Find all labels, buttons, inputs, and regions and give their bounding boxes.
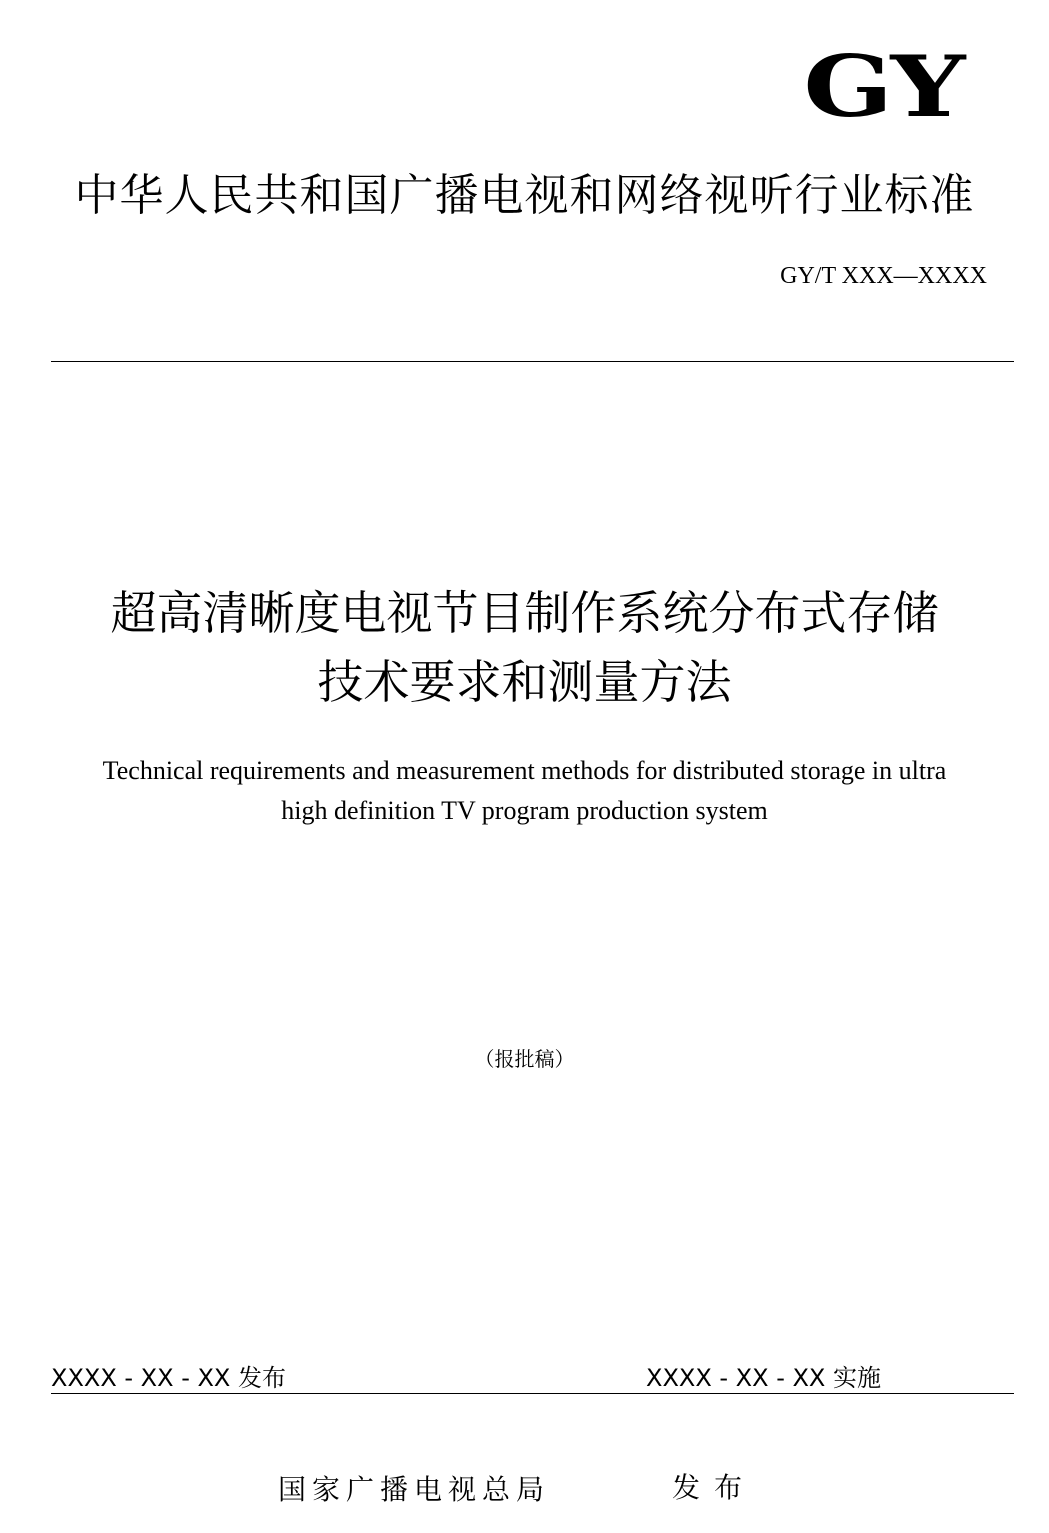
implementation-date: XXXX - XX - XX 实施 [646, 1364, 881, 1392]
publish-label: 发布 [672, 1471, 757, 1504]
english-title-line-2: high definition TV program production system [281, 796, 768, 825]
chinese-title-line-2: 技术要求和测量方法 [317, 655, 732, 709]
organization-title: 中华人民共和国广播电视和网络视听行业标准 [74, 170, 975, 221]
top-divider [51, 361, 1014, 362]
english-title-line-1: Technical requirements and measurement methods for distributed storage in ultra [102, 756, 947, 785]
gy-logo: GY [803, 37, 963, 136]
bottom-divider [51, 1393, 1014, 1394]
publisher-name: 国家广播电视总局 [278, 1473, 551, 1506]
draft-status-label: （报批稿） [474, 1047, 575, 1071]
chinese-title-line-1: 超高清晰度电视节目制作系统分布式存储 [110, 586, 939, 640]
issue-date: XXXX - XX - XX 发布 [51, 1364, 286, 1392]
standard-number: GY/T XXX—XXXX [780, 263, 987, 289]
